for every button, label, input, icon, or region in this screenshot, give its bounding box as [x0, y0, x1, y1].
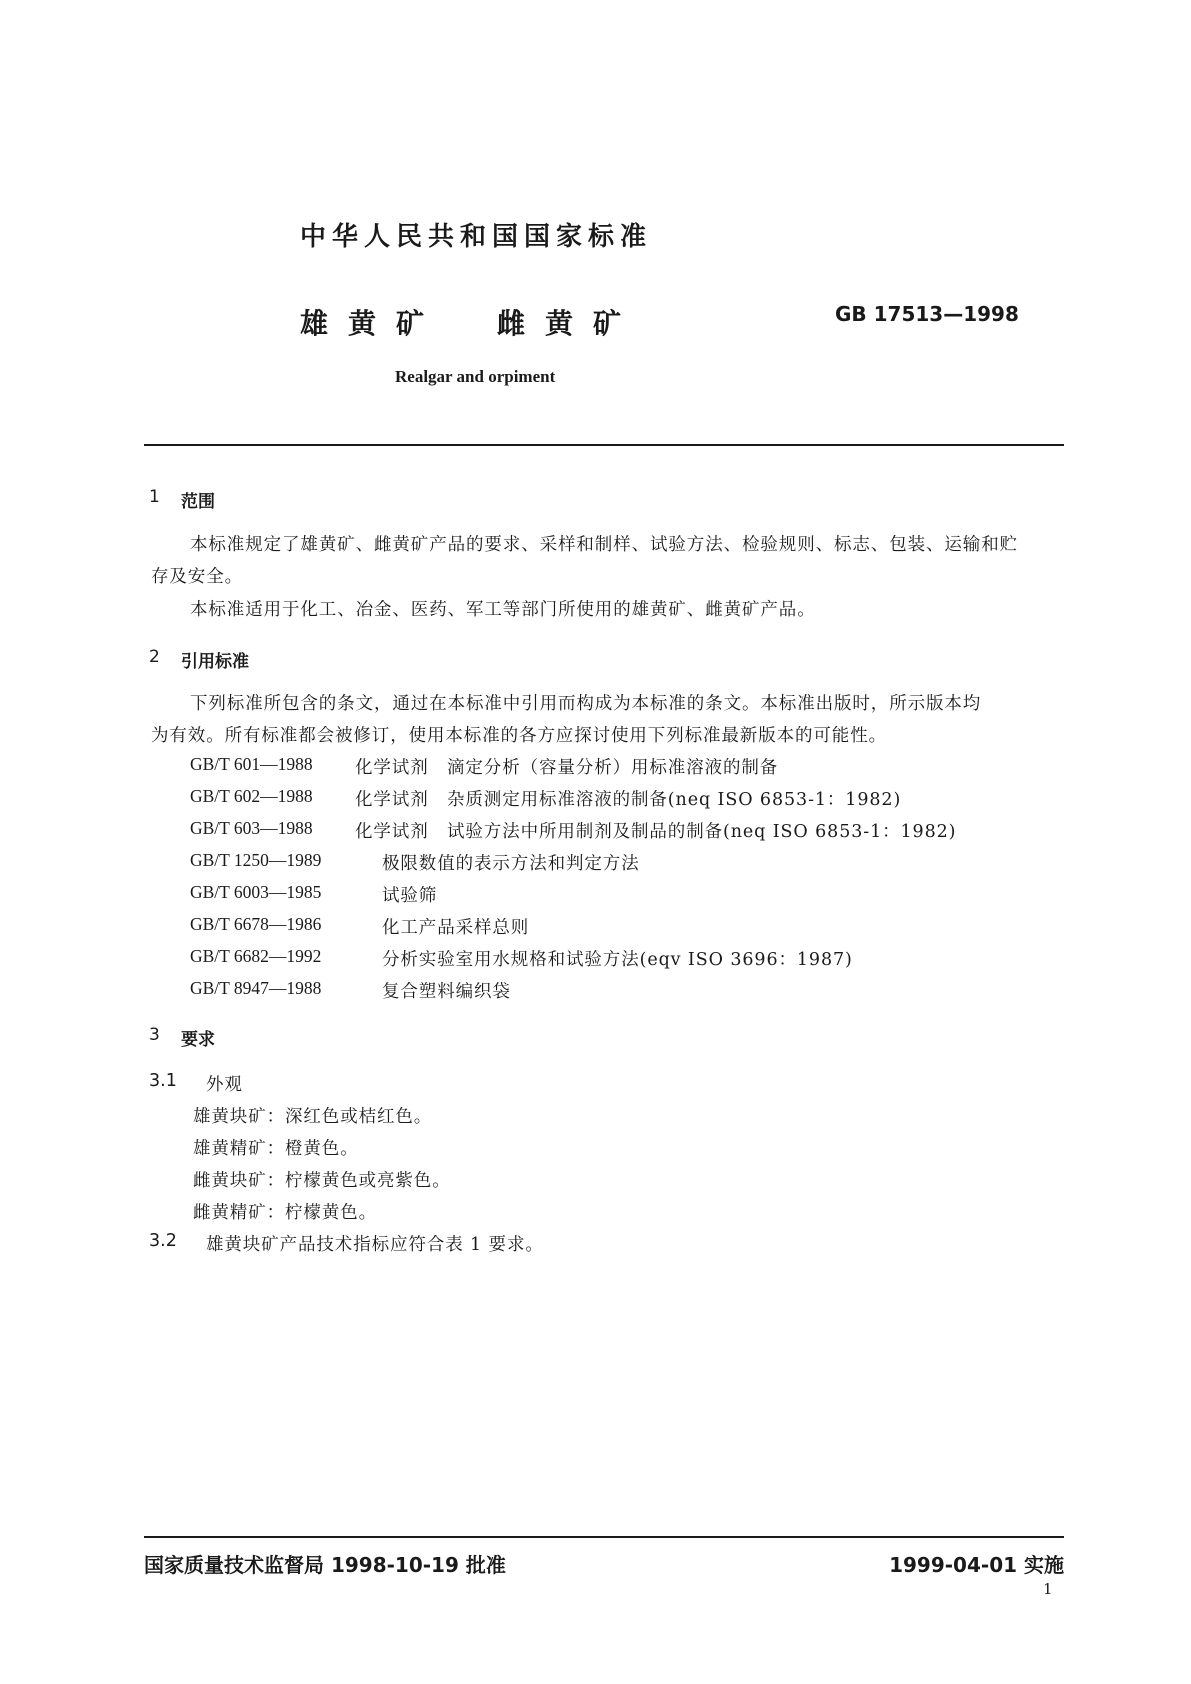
- section-2-intro-line-1: 下列标准所包含的条文，通过在本标准中引用而构成为本标准的条文。本标准出版时，所示版本均: [190, 694, 982, 714]
- subsection-3-1-number: 3.1: [149, 1071, 177, 1091]
- reference-code: GB/T 6678—1986: [190, 914, 322, 934]
- appearance-item: 雄黄块矿：深红色或桔红色。: [193, 1107, 433, 1127]
- appearance-item: 雌黄精矿：柠檬黄色。: [193, 1203, 377, 1223]
- section-1-paragraph-1-line-2: 存及安全。: [151, 567, 243, 587]
- subsection-3-1-title: 外观: [206, 1075, 243, 1095]
- appearance-item: 雌黄块矿：柠檬黄色或亮紫色。: [193, 1171, 451, 1191]
- header-rule: [144, 444, 1064, 446]
- appearance-item: 雄黄精矿：橙黄色。: [193, 1139, 359, 1159]
- reference-code: GB/T 603—1988: [190, 818, 313, 838]
- reference-title: 化工产品采样总则: [382, 918, 530, 938]
- reference-title: 极限数值的表示方法和判定方法: [382, 854, 640, 874]
- reference-code: GB/T 1250—1989: [190, 850, 322, 870]
- title-realgar: 雄黄矿: [300, 307, 445, 340]
- reference-title: 试验筛: [382, 886, 438, 906]
- section-1-paragraph-1-line-1: 本标准规定了雄黄矿、雌黄矿产品的要求、采样和制样、试验方法、检验规则、标志、包装、运输和贮: [190, 535, 1018, 555]
- reference-title: 复合塑料编织袋: [382, 982, 511, 1002]
- reference-code: GB/T 8947—1988: [190, 978, 322, 998]
- title-orpiment: 雌黄矿: [497, 307, 642, 340]
- section-3-title: 要求: [181, 1030, 215, 1050]
- reference-title: 化学试剂 试验方法中所用制剂及制品的制备(neq ISO 6853-1：1982): [355, 822, 957, 842]
- reference-code: GB/T 601—1988: [190, 754, 313, 774]
- section-1-paragraph-2: 本标准适用于化工、冶金、医药、军工等部门所使用的雄黄矿、雌黄矿产品。: [190, 600, 816, 620]
- subsection-3-2-text: 雄黄块矿产品技术指标应符合表 1 要求。: [206, 1235, 544, 1255]
- section-2-title: 引用标准: [181, 652, 249, 672]
- page-number: 1: [1043, 1580, 1053, 1598]
- reference-code: GB/T 6003—1985: [190, 882, 322, 902]
- section-1-number: 1: [149, 487, 160, 507]
- implementation-date: 1999-04-01 实施: [889, 1553, 1064, 1577]
- section-1-title: 范围: [181, 492, 215, 512]
- reference-code: GB/T 602—1988: [190, 786, 313, 806]
- national-standard-heading: 中华人民共和国国家标准: [300, 222, 653, 252]
- footer-rule: [144, 1536, 1064, 1538]
- reference-title: 化学试剂 杂质测定用标准溶液的制备(neq ISO 6853-1：1982): [355, 790, 902, 810]
- standard-number: GB 17513—1998: [835, 302, 1019, 326]
- reference-title: 分析实验室用水规格和试验方法(eqv ISO 3696：1987): [382, 950, 853, 970]
- section-2-number: 2: [149, 647, 160, 667]
- english-title: Realgar and orpiment: [395, 367, 556, 386]
- subsection-3-2-number: 3.2: [149, 1231, 177, 1251]
- reference-code: GB/T 6682—1992: [190, 946, 322, 966]
- reference-title: 化学试剂 滴定分析（容量分析）用标准溶液的制备: [355, 758, 779, 778]
- section-3-number: 3: [149, 1025, 160, 1045]
- approval-line: 国家质量技术监督局 1998-10-19 批准: [144, 1553, 506, 1577]
- section-2-intro-line-2: 为有效。所有标准都会被修订，使用本标准的各方应探讨使用下列标准最新版本的可能性。: [151, 726, 887, 746]
